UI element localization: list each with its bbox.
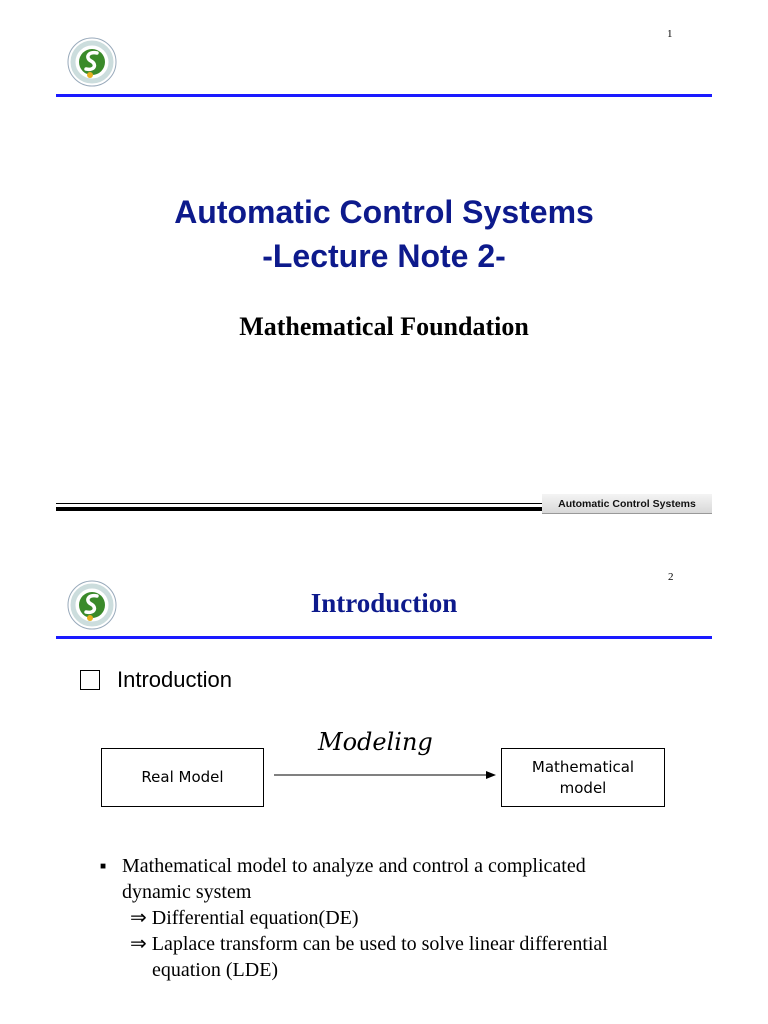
bullet-line-1: Mathematical model to analyze and control a complicated [122,855,586,877]
section-label: Introduction [117,667,232,692]
bullet-line-2: dynamic system [122,881,252,903]
list-item [100,853,700,905]
section-heading [80,667,232,693]
footer-rule-thin [56,503,542,504]
page-number: 2 [668,571,674,583]
header-rule [56,636,712,639]
title-line-2: -Lecture Note 2- [262,238,506,274]
checkbox-icon [80,670,100,690]
real-model-label: Real Model [141,768,224,786]
footer-label: Automatic Control Systems [542,494,712,514]
mathematical-model-box [501,748,665,807]
footer-rule-thick [56,507,542,511]
title-line-1: Automatic Control Systems [174,194,594,230]
slide-2 [0,520,768,1024]
math-model-line-1: Mathematical [531,757,635,776]
sub-item-1: ⇒ Differential equation(DE) [130,907,359,929]
bullet-list [100,853,700,983]
math-model-line-2: model [559,778,607,797]
sub-item-2: ⇒ Laplace transform can be used to solve linear differential [130,933,608,955]
university-logo-icon [66,36,118,88]
slide-title: Introduction [310,588,458,618]
right-arrow-icon [274,769,496,781]
slide-title [0,190,768,278]
modeling-label: Modeling [318,728,433,756]
sub-item-2-continued: equation (LDE) [152,959,279,981]
square-bullet-icon: ■ [100,861,107,872]
header-rule [56,94,712,97]
page-number: 1 [667,28,673,40]
slide-subtitle: Mathematical Foundation [239,312,529,341]
real-model-box [101,748,264,807]
